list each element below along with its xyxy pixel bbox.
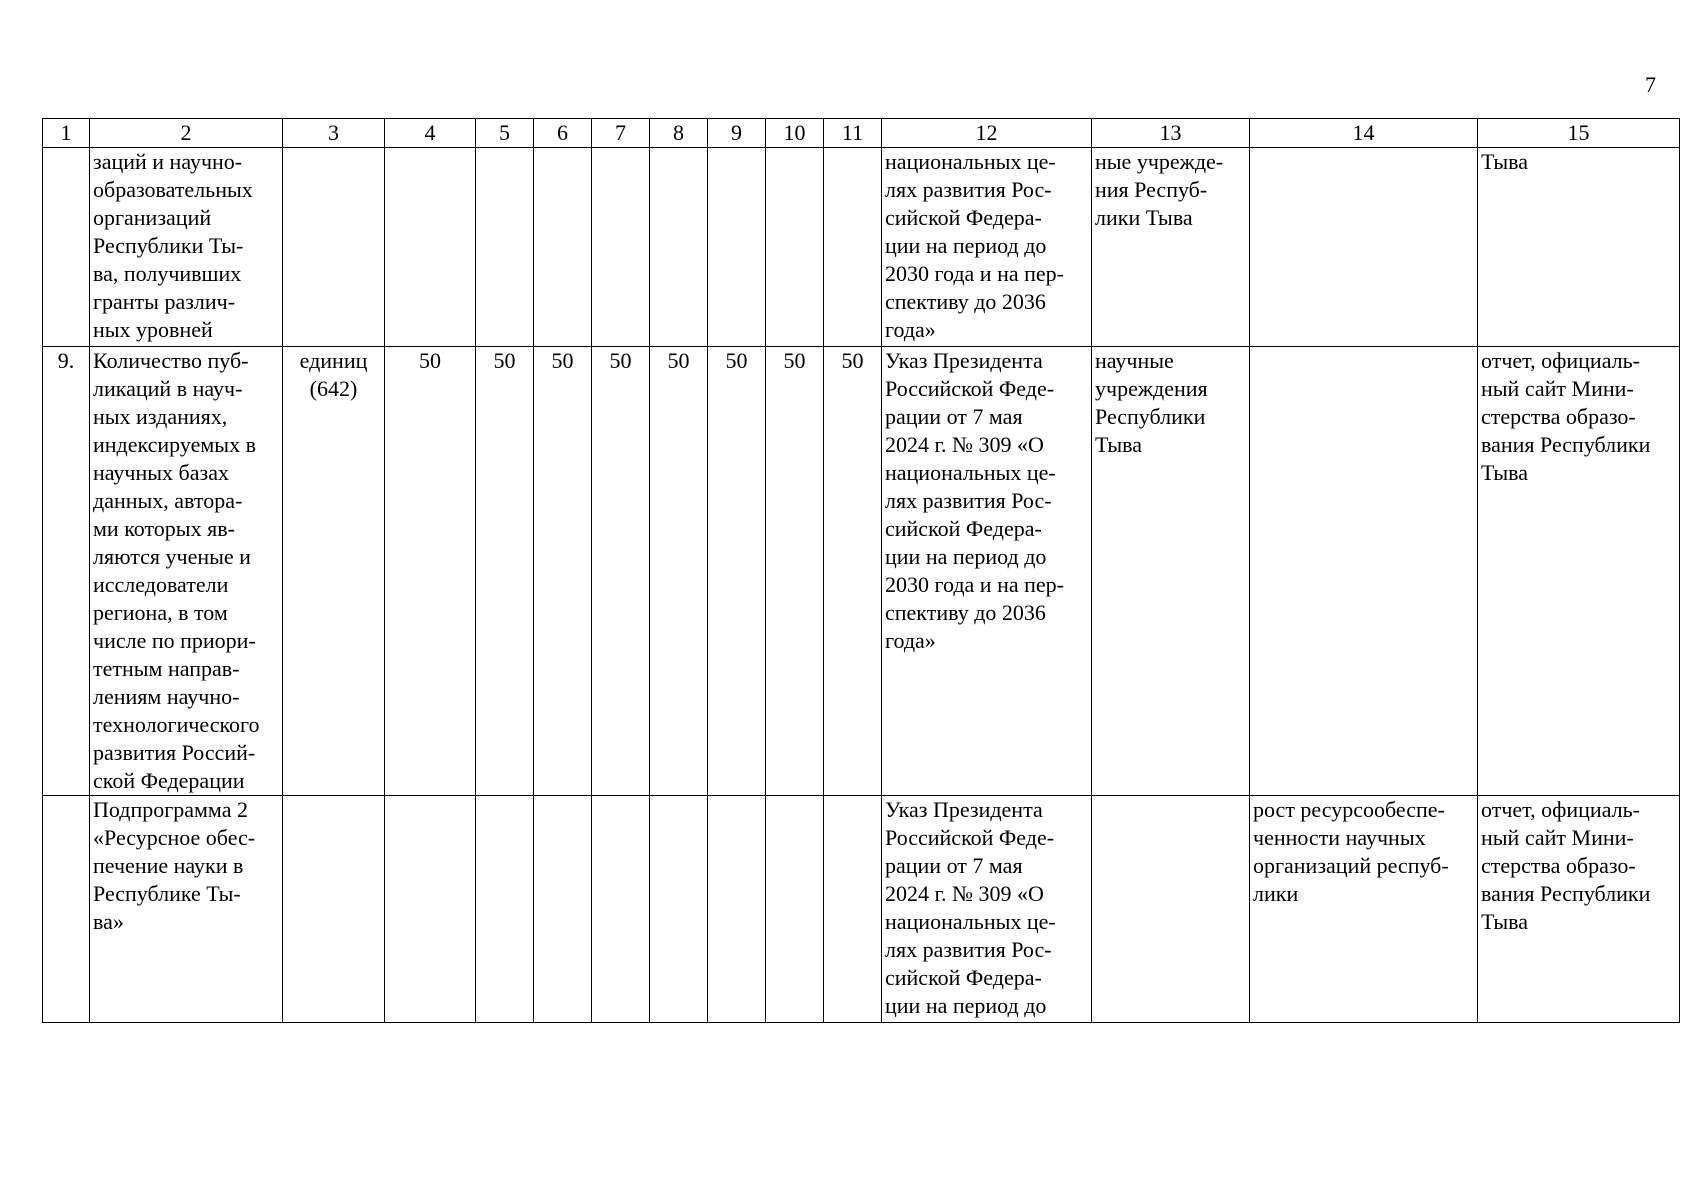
value-cell: 50 — [592, 347, 650, 796]
unit-cell: единиц (642) — [283, 347, 385, 796]
header-cell-5: 5 — [476, 119, 534, 148]
value-cell — [824, 148, 882, 347]
expected-result-cell — [1250, 347, 1478, 796]
value-cell: 50 — [766, 347, 824, 796]
value-cell: 50 — [708, 347, 766, 796]
value-cell: 50 — [476, 347, 534, 796]
value-cell: 50 — [534, 347, 592, 796]
header-cell-3: 3 — [283, 119, 385, 148]
value-cell — [650, 148, 708, 347]
header-cell-10: 10 — [766, 119, 824, 148]
row-number — [43, 148, 90, 347]
table-row — [43, 148, 1680, 347]
header-cell-14: 14 — [1250, 119, 1478, 148]
value-cell: 50 — [385, 347, 476, 796]
header-cell-9: 9 — [708, 119, 766, 148]
info-source-cell: отчет, официаль- ный сайт Мини- стерства образо- вания Республики Тыва — [1478, 347, 1680, 796]
value-cell — [476, 148, 534, 347]
table-row — [43, 347, 1680, 796]
value-cell — [766, 148, 824, 347]
row-number — [43, 796, 90, 1023]
header-row — [43, 119, 1680, 148]
responsible-cell: научные учреждения Республики Тыва — [1092, 347, 1250, 796]
value-cell — [534, 796, 592, 1023]
unit-cell — [283, 796, 385, 1023]
value-cell — [824, 796, 882, 1023]
value-cell — [592, 796, 650, 1023]
header-cell-8: 8 — [650, 119, 708, 148]
header-cell-2: 2 — [90, 119, 283, 148]
indicator-name: Подпрограмма 2 «Ресурсное обес- печение науки в Республике Ты- ва» — [90, 796, 283, 1023]
indicator-name: заций и научно- образовательных организаций Республики Ты- ва, получивших гранты различ- ных уровней — [90, 148, 283, 347]
document-basis-cell: национальных це- лях развития Рос- сийской Федера- ции на период до 2030 года и на пер- спективу до 2036 года» — [882, 148, 1092, 347]
header-cell-4: 4 — [385, 119, 476, 148]
value-cell — [385, 148, 476, 347]
value-cell — [708, 796, 766, 1023]
value-cell — [766, 796, 824, 1023]
unit-cell — [283, 148, 385, 347]
header-cell-1: 1 — [43, 119, 90, 148]
indicators-table — [42, 118, 1680, 1023]
responsible-cell: ные учрежде- ния Респуб- лики Тыва — [1092, 148, 1250, 347]
header-cell-15: 15 — [1478, 119, 1680, 148]
value-cell — [476, 796, 534, 1023]
expected-result-cell: рост ресурсообеспе- ченности научных организаций респуб- лики — [1250, 796, 1478, 1023]
table-row — [43, 796, 1680, 1023]
value-cell: 50 — [650, 347, 708, 796]
value-cell — [534, 148, 592, 347]
value-cell — [650, 796, 708, 1023]
expected-result-cell — [1250, 148, 1478, 347]
responsible-cell — [1092, 796, 1250, 1023]
document-basis-cell: Указ Президента Российской Феде- рации от 7 мая 2024 г. № 309 «О национальных це- лях развития Рос- сийской Федера- ции на период до — [882, 796, 1092, 1023]
value-cell — [592, 148, 650, 347]
header-cell-12: 12 — [882, 119, 1092, 148]
value-cell: 50 — [824, 347, 882, 796]
indicator-name: Количество пуб- ликаций в науч- ных изданиях, индексируемых в научных базах данных, автора- ми которых яв- ляются ученые и исследователи региона, в том числе по приори- тетным направ- лениям научно- технологического развития Россий- ской Федерации — [90, 347, 283, 796]
header-cell-6: 6 — [534, 119, 592, 148]
page-number: 7 — [1645, 72, 1656, 97]
value-cell — [385, 796, 476, 1023]
value-cell — [708, 148, 766, 347]
header-cell-7: 7 — [592, 119, 650, 148]
header-cell-13: 13 — [1092, 119, 1250, 148]
row-number: 9. — [43, 347, 90, 796]
info-source-cell: отчет, официаль- ный сайт Мини- стерства образо- вания Республики Тыва — [1478, 796, 1680, 1023]
info-source-cell: Тыва — [1478, 148, 1680, 347]
document-basis-cell: Указ Президента Российской Феде- рации от 7 мая 2024 г. № 309 «О национальных це- лях развития Рос- сийской Федера- ции на период до 2030 года и на пер- спективу до 2036 года» — [882, 347, 1092, 796]
header-cell-11: 11 — [824, 119, 882, 148]
